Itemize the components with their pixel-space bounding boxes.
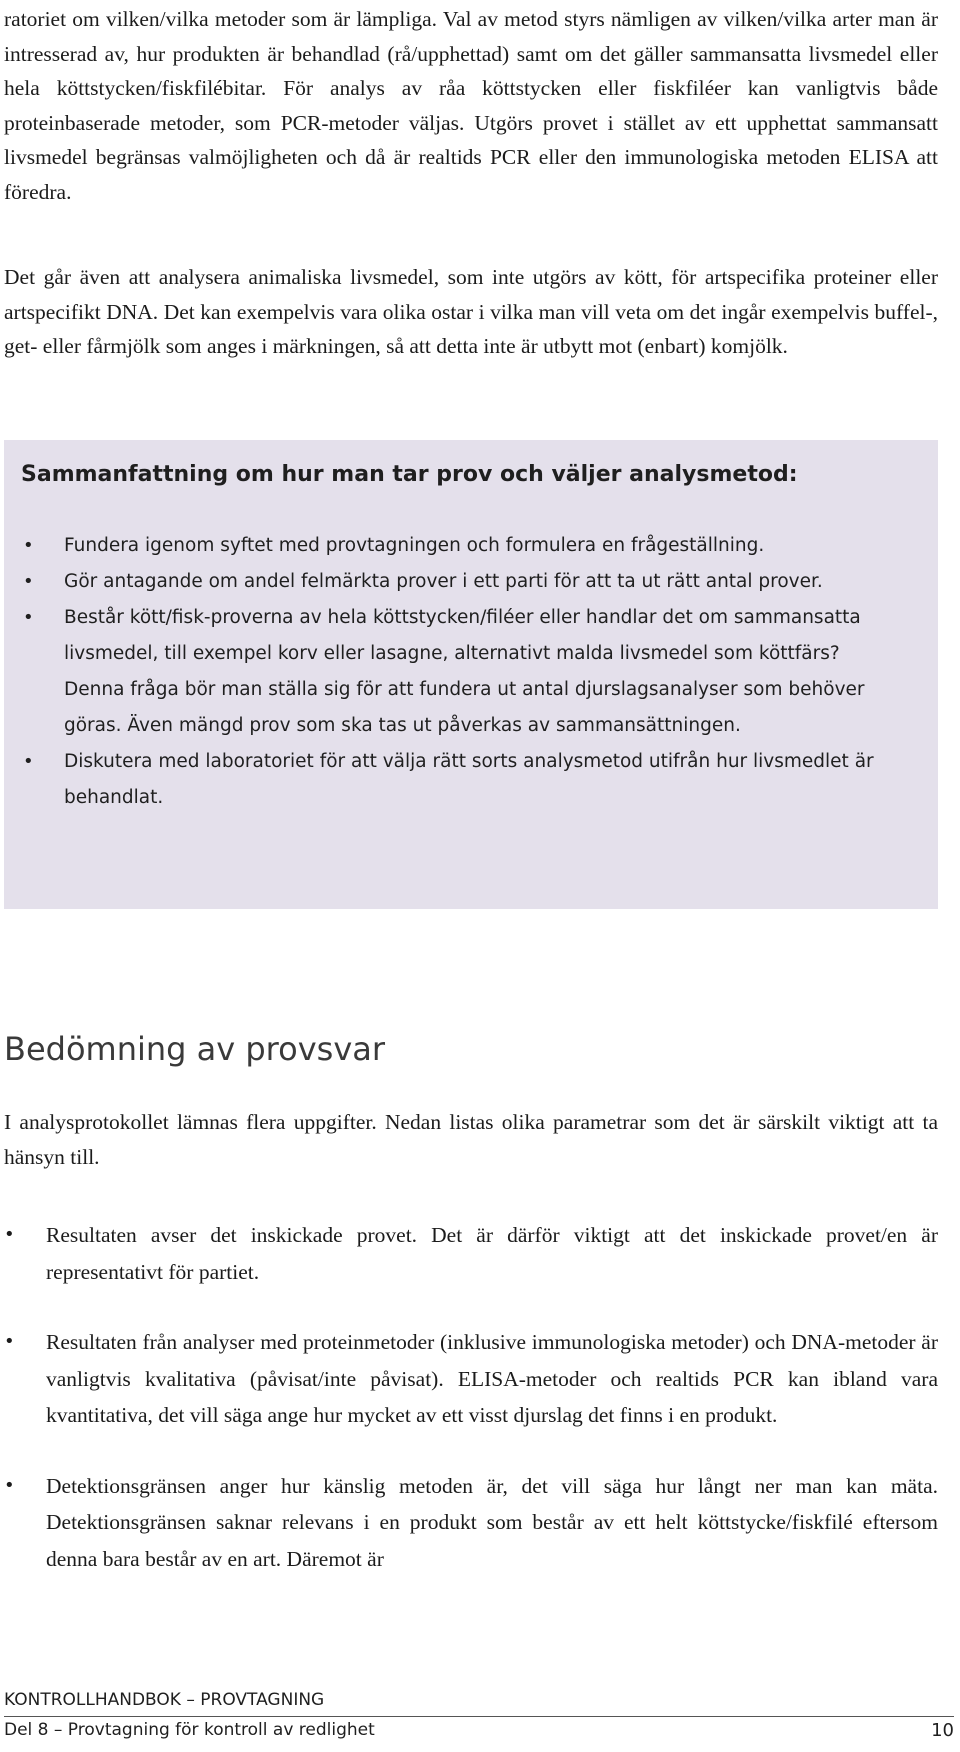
intro-paragraph-2: Det går även att analysera animaliska livsmedel, som inte utgörs av kött, för artspecifika proteiner eller artspecifikt DNA. Det kan exempelvis vara olika ostar i vilka man vill veta om det ingår exempelvis buffel-, get- eller fårmjölk som anges i märkningen, så att detta inte är utbytt mot (enbart) komjölk. — [4, 265, 938, 358]
summary-list-item — [4, 600, 938, 744]
bullet-icon: • — [23, 571, 34, 592]
assessment-item-text: Resultaten från analyser med proteinmetoder (inklusive immunologiska metoder) och DNA-metoder är vanligtvis kvalitativa (påvisat/inte påvisat). ELISA-metoder och realtids PCR kan ibland vara kvantitativa, det vill säga ange hur mycket av ett visst djurslag det finns i en produkt. — [46, 1330, 938, 1427]
summary-item-text: Gör antagande om andel felmärkta prover i ett parti för att ta ut rätt antal prover. — [64, 571, 823, 592]
assessment-list-item — [4, 1217, 938, 1290]
summary-item-text: Diskutera med laboratoriet för att välja rätt sorts analysmetod utifrån hur livsmedlet är behandlat. — [64, 751, 874, 808]
bullet-icon: • — [23, 751, 34, 772]
footer-divider — [4, 1716, 954, 1717]
page-number: 10 — [931, 1720, 954, 1741]
section-heading: Bedömning av provsvar — [4, 1030, 386, 1068]
assessment-list-item — [4, 1324, 938, 1434]
intro-paragraph-1: ratoriet om vilken/vilka metoder som är lämpliga. Val av metod styrs nämligen av vilken/vilka arter man är intresserad av, hur produkten är behandlad (rå/upphettad) samt om det gäller sammansatta livsmedel eller hela köttstycken/fiskfilébitar. För analys av råa köttstycken eller fiskfiléer kan vanligtvis både proteinbaserade metoder, som PCR-metoder väljas. Utgörs provet i stället av ett upphettat sammansatt livsmedel begränsas valmöjligheten och då är realtids PCR eller den immunologiska metoden ELISA att föredra. — [4, 7, 938, 204]
bullet-icon: • — [23, 607, 34, 628]
assessment-item-text: Resultaten avser det inskickade provet. Det är därför viktigt att det inskickade provet/en är representativt för partiet. — [46, 1223, 938, 1284]
bullet-icon: • — [4, 1474, 15, 1496]
summary-list-item — [4, 528, 938, 564]
footer-publication-title: KONTROLLHANDBOK – PROVTAGNING — [4, 1690, 325, 1710]
summary-list-item — [4, 564, 938, 600]
assessment-list-item — [4, 1468, 938, 1578]
bullet-icon: • — [23, 535, 34, 556]
summary-list — [4, 528, 938, 816]
summary-item-text: Fundera igenom syftet med provtagningen och formulera en frågeställning. — [64, 535, 765, 556]
bullet-icon: • — [4, 1331, 15, 1352]
bullet-icon: • — [4, 1224, 15, 1245]
summary-title: Sammanfattning om hur man tar prov och väljer analysmetod: — [21, 462, 798, 487]
summary-box — [4, 440, 938, 909]
summary-item-text: Består kött/fisk-proverna av hela köttstycken/filéer eller handlar det om sammansatta livsmedel, till exempel korv eller lasagne, alternativt malda livsmedel som köttfärs? Denna fråga bör man ställa sig för att fundera ut antal djurslagsanalyser som behöver göras. Även mängd prov som ska tas ut påverkas av sammansättningen. — [64, 607, 865, 736]
assessment-intro-paragraph: I analysprotokollet lämnas flera uppgifter. Nedan listas olika parametrar som det är särskilt viktigt att ta hänsyn till. — [4, 1110, 938, 1169]
summary-list-item — [4, 744, 938, 816]
assessment-item-text: Detektionsgränsen anger hur känslig metoden är, det vill säga hur långt ner man kan mäta. Detektionsgränsen saknar relevans i en produkt som består av ett helt köttstycke/fiskfilé eftersom denna bara består av en art. Däremot är — [46, 1473, 938, 1571]
assessment-list — [4, 1217, 938, 1611]
footer-section-title: Del 8 – Provtagning för kontroll av redlighet — [4, 1720, 375, 1740]
